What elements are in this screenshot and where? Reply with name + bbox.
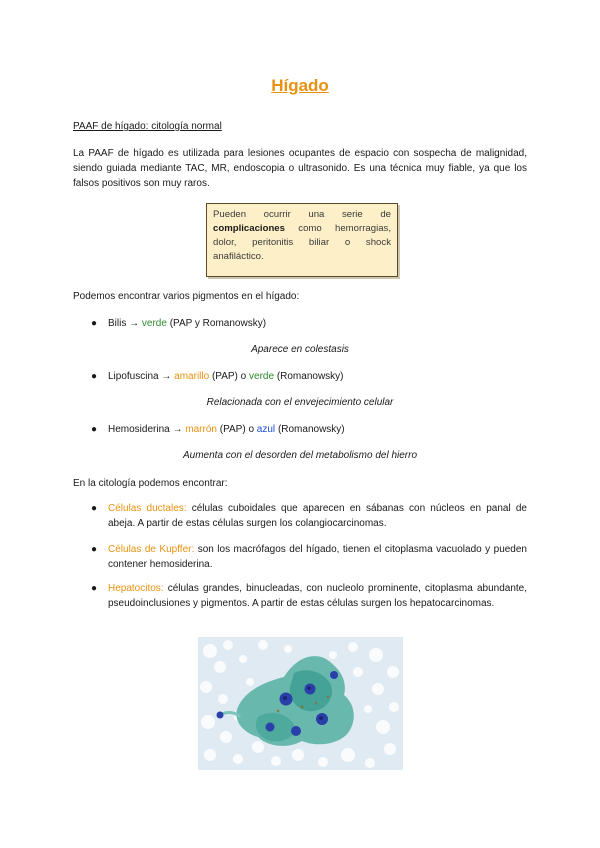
- note-bold-term: complicaciones: [213, 223, 285, 234]
- pigment-stain: (PAP y Romanowsky): [169, 318, 267, 329]
- cell-item-hepatocitos: [91, 582, 527, 611]
- arrow: →: [161, 371, 172, 382]
- pigments-intro: Podemos encontrar varios pigmentos en el hígado:: [73, 291, 300, 302]
- pigment-item-lipofuscina: [91, 371, 344, 382]
- note-text-before: Pueden ocurrir una serie de: [213, 209, 391, 220]
- bullet: ●: [91, 318, 98, 329]
- cell-term: Células de Kupffer:: [108, 544, 195, 555]
- pigment-caption-bilis: Aparece en colestasis: [251, 344, 349, 355]
- pigment-name: Hemosiderina: [108, 424, 170, 435]
- pigment-color: amarillo: [174, 371, 210, 382]
- pigment-stain-alt: (Romanowsky): [277, 424, 345, 435]
- bullet: ●: [91, 544, 98, 555]
- bullet: ●: [91, 503, 98, 514]
- pigment-caption-hemosiderina: Aumenta con el desorden del metabolismo del hierro: [182, 450, 418, 461]
- note-text-after: como hemorragias, dolor, peritonitis biliar o shock anafiláctico.: [213, 223, 391, 262]
- section-heading: PAAF de hígado: citología normal: [73, 121, 222, 132]
- cell-item-kupffer: [91, 543, 527, 572]
- cytology-micrograph: [198, 637, 403, 770]
- pigment-color: verde: [141, 318, 167, 329]
- pigment-item-bilis: [91, 318, 266, 329]
- cell-term: Hepatocitos:: [108, 583, 164, 594]
- pigment-name: Lipofuscina: [108, 371, 159, 382]
- cell-item-ductales: [91, 502, 527, 531]
- pigment-item-hemosiderina: [91, 424, 345, 435]
- cytology-intro: En la citología podemos encontrar:: [73, 478, 228, 489]
- pigment-stain-alt: (Romanowsky): [276, 371, 344, 382]
- pigment-stain: (PAP) o: [219, 424, 255, 435]
- pigment-name: Bilis: [108, 318, 127, 329]
- pigment-caption-lipofuscina: Relacionada con el envejecimiento celular: [206, 397, 394, 408]
- bullet: ●: [91, 583, 98, 594]
- intro-paragraph: La PAAF de hígado es utilizada para lesiones ocupantes de espacio con sospecha de malignidad, siendo guiada mediante TAC, MR, endoscopia o ultrasonido. Es una técnica muy fiable, ya que los falsos positivos son muy raros.: [73, 148, 527, 189]
- pigment-color: marrón: [185, 424, 217, 435]
- complications-note: [206, 203, 398, 277]
- cell-desc: células grandes, binucleadas, con nucleolo prominente, citoplasma abundante, pseudoinclusiones y pigmentos. A partir de estas células surgen los hepatocarcinomas.: [108, 583, 527, 609]
- cell-desc: células cuboidales que aparecen en sábanas con núcleos en panal de abeja. A partir de estas células surgen los colangiocarcinomas.: [108, 503, 527, 529]
- pigment-color-alt: azul: [256, 424, 276, 435]
- bullet: ●: [91, 371, 98, 382]
- pigment-color-alt: verde: [249, 371, 275, 382]
- bullet: ●: [91, 424, 98, 435]
- arrow: →: [129, 318, 140, 329]
- page-title: Hígado: [271, 76, 329, 95]
- arrow: →: [172, 424, 183, 435]
- cell-desc: son los macrófagos del hígado, tienen el citoplasma vacuolado y pueden contener hemosiderina.: [108, 544, 527, 570]
- cell-term: Células ductales:: [108, 503, 187, 514]
- pigment-stain: (PAP) o: [211, 371, 247, 382]
